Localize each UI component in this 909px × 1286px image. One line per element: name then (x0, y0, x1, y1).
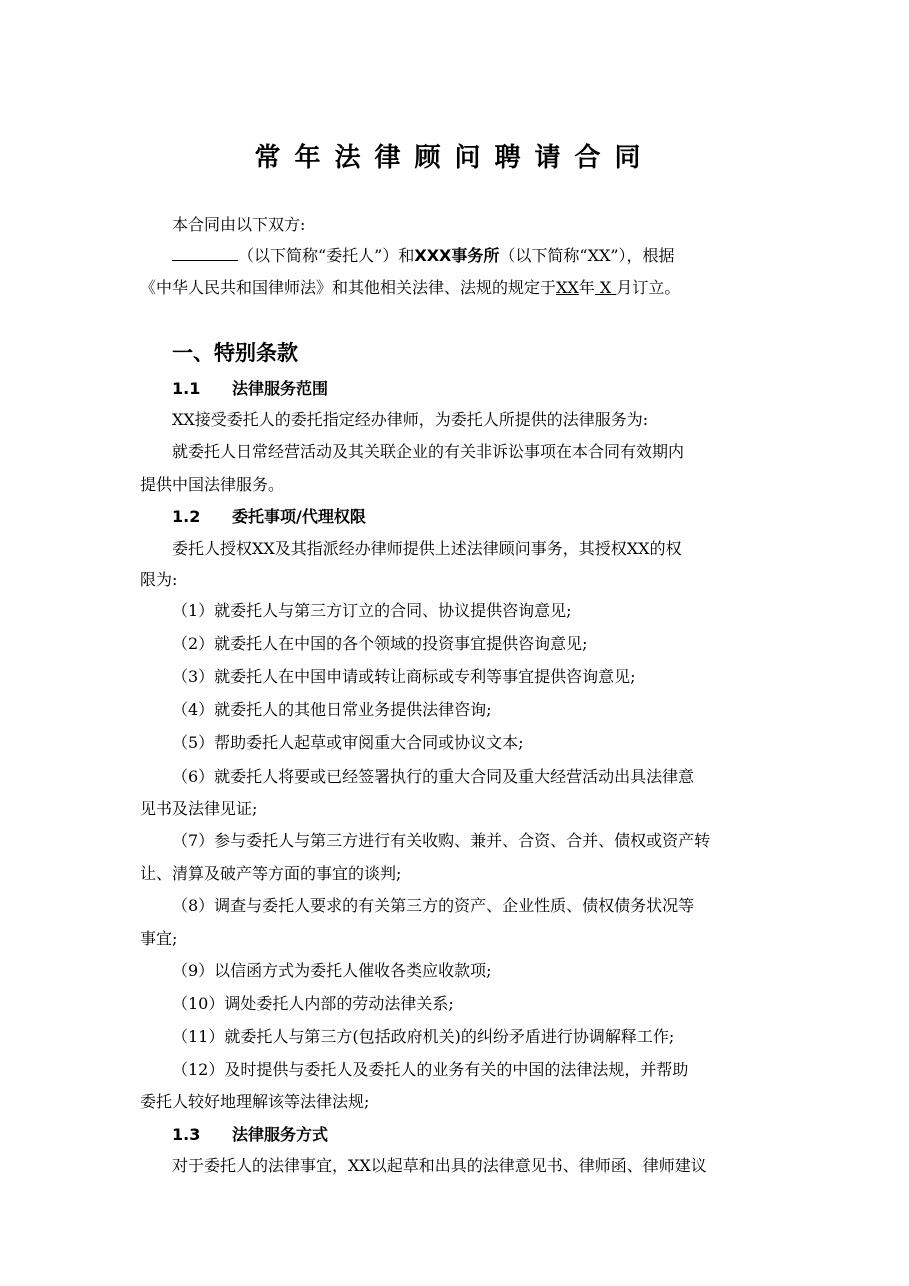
list-item: （10）调处委托人内部的劳动法律关系; (172, 994, 454, 1013)
list-item: （12）及时提供与委托人及委托人的业务有关的中国的法律法规，并帮助 (172, 1060, 689, 1079)
list-item-continuation: 委托人较好地理解该等法律法规; (140, 1092, 370, 1111)
firm-name: XXX事务所 (414, 246, 500, 265)
paragraph-1-3-line1: 对于委托人的法律事宜，XX以起草和出具的法律意见书、律师函、律师建议 (172, 1156, 707, 1175)
intro-line-2: （以下简称“委托人”）和XXX事务所（以下简称“XX”），根据 (172, 243, 780, 269)
list-item: （9）以信函方式为委托人催收各类应收款项; (172, 961, 492, 980)
subsection-heading-1-1: 1.1 法律服务范围 (172, 379, 329, 398)
paragraph-1-2-line1: 委托人授权XX及其指派经办律师提供上述法律顾问事务，其授权XX的权 (172, 539, 682, 558)
list-item: （5）帮助委托人起草或审阅重大合同或协议文本; (172, 733, 524, 752)
list-item: （11）就委托人与第三方(包括政府机关)的纠纷矛盾进行协调解释工作; (172, 1027, 675, 1046)
section-heading-special-terms: 一、特别条款 (172, 341, 298, 365)
intro-line-3: 《中华人民共和国律师法》和其他相关法律、法规的规定于XX年 X 月订立。 (140, 278, 681, 297)
list-item-continuation: 事宜; (140, 929, 178, 948)
list-item: （7）参与委托人与第三方进行有关收购、兼并、合资、合并、债权或资产转 (172, 831, 711, 850)
list-item: （8）调查与委托人要求的有关第三方的资产、企业性质、债权债务状况等 (172, 896, 695, 915)
paragraph-1-1-a: XX接受委托人的委托指定经办律师，为委托人所提供的法律服务为: (172, 410, 649, 429)
list-item: （3）就委托人在中国申请或转让商标或专利等事宜提供咨询意见; (172, 667, 636, 686)
subsection-heading-1-2: 1.2 委托事项/代理权限 (172, 507, 366, 526)
list-item: （6）就委托人将要或已经签署执行的重大合同及重大经营活动出具法律意 (172, 767, 695, 786)
list-item-continuation: 见书及法律见证; (140, 799, 258, 818)
paragraph-1-1-b-line1: 就委托人日常经营活动及其关联企业的有关非诉讼事项在本合同有效期内 (172, 442, 685, 461)
document-title: 常年法律顾问聘请合同 (254, 143, 655, 173)
list-item: （4）就委托人的其他日常业务提供法律咨询; (172, 700, 492, 719)
paragraph-1-2-line2: 限为: (140, 570, 178, 589)
list-item: （2）就委托人在中国的各个领域的投资事宜提供咨询意见; (172, 634, 588, 653)
party-blank (172, 246, 238, 261)
list-item: （1）就委托人与第三方订立的合同、协议提供咨询意见; (172, 601, 572, 620)
subsection-heading-1-3: 1.3 法律服务方式 (172, 1125, 329, 1144)
list-item-continuation: 让、清算及破产等方面的事宜的谈判; (140, 864, 402, 883)
intro-line-1: 本合同由以下双方: (172, 215, 306, 234)
year-field: XX (556, 278, 579, 297)
paragraph-1-1-b-line2: 提供中国法律服务。 (140, 475, 285, 494)
month-field: X (594, 278, 617, 297)
